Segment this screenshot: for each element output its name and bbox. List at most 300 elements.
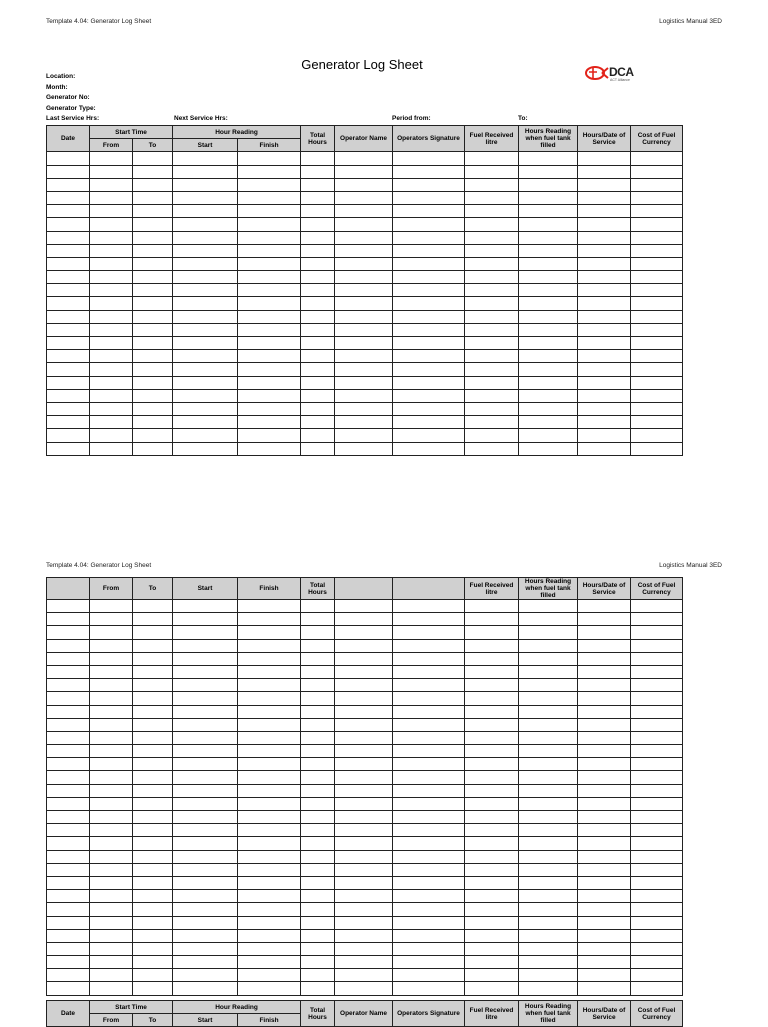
log-cell[interactable] [173, 178, 238, 191]
log-cell[interactable] [90, 771, 133, 784]
log-cell[interactable] [238, 271, 301, 284]
log-cell[interactable] [465, 705, 519, 718]
log-cell[interactable] [335, 231, 393, 244]
log-cell[interactable] [578, 231, 631, 244]
log-cell[interactable] [393, 811, 465, 824]
log-cell[interactable] [133, 797, 173, 810]
log-cell[interactable] [47, 982, 90, 995]
log-cell[interactable] [519, 389, 578, 402]
log-cell[interactable] [578, 758, 631, 771]
log-cell[interactable] [301, 863, 335, 876]
log-cell[interactable] [519, 797, 578, 810]
log-cell[interactable] [393, 745, 465, 758]
log-cell[interactable] [578, 824, 631, 837]
log-cell[interactable] [90, 956, 133, 969]
log-cell[interactable] [465, 745, 519, 758]
log-cell[interactable] [301, 257, 335, 270]
log-cell[interactable] [578, 956, 631, 969]
log-cell[interactable] [631, 600, 683, 613]
log-cell[interactable] [301, 244, 335, 257]
log-cell[interactable] [335, 758, 393, 771]
log-cell[interactable] [519, 731, 578, 744]
log-cell[interactable] [578, 982, 631, 995]
log-cell[interactable] [519, 745, 578, 758]
log-cell[interactable] [335, 310, 393, 323]
log-cell[interactable] [238, 244, 301, 257]
log-cell[interactable] [47, 389, 90, 402]
log-cell[interactable] [519, 652, 578, 665]
log-cell[interactable] [173, 982, 238, 995]
log-cell[interactable] [519, 890, 578, 903]
log-cell[interactable] [173, 758, 238, 771]
log-cell[interactable] [47, 284, 90, 297]
log-cell[interactable] [631, 771, 683, 784]
log-cell[interactable] [335, 784, 393, 797]
log-cell[interactable] [173, 600, 238, 613]
log-cell[interactable] [133, 323, 173, 336]
log-cell[interactable] [631, 665, 683, 678]
log-cell[interactable] [465, 718, 519, 731]
log-cell[interactable] [335, 982, 393, 995]
log-cell[interactable] [631, 863, 683, 876]
log-cell[interactable] [133, 257, 173, 270]
log-cell[interactable] [393, 771, 465, 784]
log-cell[interactable] [631, 165, 683, 178]
log-cell[interactable] [335, 639, 393, 652]
log-cell[interactable] [173, 389, 238, 402]
log-cell[interactable] [238, 218, 301, 231]
log-cell[interactable] [631, 916, 683, 929]
log-cell[interactable] [393, 679, 465, 692]
log-cell[interactable] [133, 402, 173, 415]
log-cell[interactable] [519, 271, 578, 284]
log-cell[interactable] [393, 297, 465, 310]
log-cell[interactable] [578, 600, 631, 613]
log-cell[interactable] [133, 626, 173, 639]
log-cell[interactable] [335, 284, 393, 297]
log-cell[interactable] [173, 337, 238, 350]
log-cell[interactable] [238, 600, 301, 613]
log-cell[interactable] [465, 376, 519, 389]
log-cell[interactable] [238, 363, 301, 376]
log-cell[interactable] [578, 284, 631, 297]
log-cell[interactable] [519, 442, 578, 455]
log-cell[interactable] [631, 152, 683, 165]
log-cell[interactable] [465, 758, 519, 771]
log-cell[interactable] [47, 363, 90, 376]
log-cell[interactable] [173, 811, 238, 824]
log-cell[interactable] [393, 284, 465, 297]
log-cell[interactable] [301, 271, 335, 284]
log-cell[interactable] [301, 639, 335, 652]
log-cell[interactable] [578, 350, 631, 363]
log-cell[interactable] [301, 402, 335, 415]
log-cell[interactable] [393, 271, 465, 284]
log-cell[interactable] [47, 310, 90, 323]
log-cell[interactable] [393, 797, 465, 810]
log-cell[interactable] [335, 692, 393, 705]
log-cell[interactable] [238, 626, 301, 639]
log-cell[interactable] [301, 929, 335, 942]
log-cell[interactable] [631, 363, 683, 376]
log-cell[interactable] [631, 231, 683, 244]
log-cell[interactable] [631, 811, 683, 824]
log-cell[interactable] [47, 205, 90, 218]
log-cell[interactable] [90, 613, 133, 626]
log-cell[interactable] [578, 639, 631, 652]
log-cell[interactable] [465, 323, 519, 336]
log-cell[interactable] [173, 784, 238, 797]
log-cell[interactable] [335, 929, 393, 942]
log-cell[interactable] [133, 679, 173, 692]
log-cell[interactable] [238, 429, 301, 442]
log-cell[interactable] [238, 903, 301, 916]
log-cell[interactable] [47, 152, 90, 165]
log-cell[interactable] [301, 784, 335, 797]
log-cell[interactable] [90, 363, 133, 376]
log-cell[interactable] [173, 916, 238, 929]
log-cell[interactable] [519, 705, 578, 718]
log-cell[interactable] [301, 824, 335, 837]
log-cell[interactable] [578, 850, 631, 863]
log-cell[interactable] [393, 929, 465, 942]
log-cell[interactable] [335, 876, 393, 889]
log-cell[interactable] [335, 745, 393, 758]
log-cell[interactable] [301, 429, 335, 442]
log-cell[interactable] [133, 903, 173, 916]
log-cell[interactable] [631, 982, 683, 995]
log-cell[interactable] [90, 165, 133, 178]
log-cell[interactable] [238, 152, 301, 165]
log-cell[interactable] [465, 152, 519, 165]
log-cell[interactable] [519, 784, 578, 797]
log-cell[interactable] [393, 692, 465, 705]
log-cell[interactable] [133, 718, 173, 731]
log-cell[interactable] [519, 323, 578, 336]
log-cell[interactable] [301, 850, 335, 863]
log-cell[interactable] [631, 297, 683, 310]
log-cell[interactable] [578, 929, 631, 942]
log-cell[interactable] [465, 639, 519, 652]
log-cell[interactable] [578, 876, 631, 889]
log-cell[interactable] [631, 797, 683, 810]
log-cell[interactable] [335, 271, 393, 284]
log-cell[interactable] [90, 389, 133, 402]
log-cell[interactable] [301, 613, 335, 626]
log-cell[interactable] [631, 784, 683, 797]
log-cell[interactable] [47, 639, 90, 652]
log-cell[interactable] [238, 692, 301, 705]
log-cell[interactable] [519, 863, 578, 876]
log-cell[interactable] [465, 389, 519, 402]
log-cell[interactable] [238, 718, 301, 731]
log-cell[interactable] [578, 784, 631, 797]
log-cell[interactable] [133, 942, 173, 955]
log-cell[interactable] [133, 350, 173, 363]
log-cell[interactable] [631, 850, 683, 863]
log-cell[interactable] [519, 758, 578, 771]
log-cell[interactable] [301, 363, 335, 376]
log-cell[interactable] [47, 231, 90, 244]
log-cell[interactable] [90, 244, 133, 257]
log-cell[interactable] [631, 731, 683, 744]
log-cell[interactable] [519, 626, 578, 639]
log-cell[interactable] [578, 837, 631, 850]
log-cell[interactable] [47, 731, 90, 744]
log-cell[interactable] [335, 416, 393, 429]
log-cell[interactable] [238, 890, 301, 903]
log-cell[interactable] [238, 284, 301, 297]
log-cell[interactable] [393, 626, 465, 639]
log-cell[interactable] [301, 942, 335, 955]
log-cell[interactable] [47, 350, 90, 363]
log-cell[interactable] [465, 890, 519, 903]
log-cell[interactable] [393, 665, 465, 678]
log-cell[interactable] [90, 271, 133, 284]
log-cell[interactable] [238, 323, 301, 336]
log-cell[interactable] [519, 876, 578, 889]
log-cell[interactable] [393, 652, 465, 665]
log-cell[interactable] [578, 442, 631, 455]
log-cell[interactable] [133, 758, 173, 771]
log-cell[interactable] [47, 771, 90, 784]
log-cell[interactable] [90, 600, 133, 613]
log-cell[interactable] [631, 337, 683, 350]
log-cell[interactable] [519, 165, 578, 178]
log-cell[interactable] [519, 811, 578, 824]
log-cell[interactable] [465, 218, 519, 231]
log-cell[interactable] [47, 297, 90, 310]
log-cell[interactable] [465, 982, 519, 995]
log-cell[interactable] [301, 376, 335, 389]
log-cell[interactable] [393, 257, 465, 270]
log-cell[interactable] [133, 982, 173, 995]
log-cell[interactable] [238, 310, 301, 323]
log-cell[interactable] [133, 271, 173, 284]
log-cell[interactable] [173, 942, 238, 955]
log-cell[interactable] [133, 969, 173, 982]
log-cell[interactable] [90, 850, 133, 863]
log-cell[interactable] [90, 692, 133, 705]
log-cell[interactable] [335, 771, 393, 784]
log-cell[interactable] [519, 244, 578, 257]
log-cell[interactable] [631, 876, 683, 889]
log-cell[interactable] [465, 402, 519, 415]
log-cell[interactable] [519, 613, 578, 626]
log-cell[interactable] [519, 824, 578, 837]
log-cell[interactable] [133, 890, 173, 903]
log-cell[interactable] [465, 429, 519, 442]
log-cell[interactable] [393, 731, 465, 744]
log-cell[interactable] [631, 205, 683, 218]
log-cell[interactable] [519, 903, 578, 916]
log-cell[interactable] [465, 337, 519, 350]
log-cell[interactable] [335, 850, 393, 863]
log-cell[interactable] [133, 665, 173, 678]
log-cell[interactable] [465, 692, 519, 705]
log-cell[interactable] [519, 929, 578, 942]
log-cell[interactable] [393, 429, 465, 442]
log-cell[interactable] [238, 745, 301, 758]
log-cell[interactable] [90, 442, 133, 455]
log-cell[interactable] [133, 244, 173, 257]
log-cell[interactable] [519, 692, 578, 705]
log-cell[interactable] [47, 613, 90, 626]
log-cell[interactable] [173, 152, 238, 165]
log-cell[interactable] [631, 652, 683, 665]
log-cell[interactable] [173, 665, 238, 678]
log-cell[interactable] [47, 929, 90, 942]
log-cell[interactable] [173, 429, 238, 442]
log-cell[interactable] [335, 244, 393, 257]
log-cell[interactable] [301, 626, 335, 639]
log-cell[interactable] [335, 191, 393, 204]
log-cell[interactable] [47, 692, 90, 705]
log-cell[interactable] [631, 837, 683, 850]
log-cell[interactable] [90, 745, 133, 758]
log-cell[interactable] [335, 350, 393, 363]
log-cell[interactable] [90, 758, 133, 771]
log-cell[interactable] [301, 191, 335, 204]
log-cell[interactable] [393, 178, 465, 191]
log-cell[interactable] [47, 402, 90, 415]
log-cell[interactable] [335, 837, 393, 850]
log-cell[interactable] [519, 257, 578, 270]
log-cell[interactable] [465, 178, 519, 191]
log-cell[interactable] [519, 679, 578, 692]
log-cell[interactable] [631, 613, 683, 626]
log-cell[interactable] [238, 811, 301, 824]
log-cell[interactable] [578, 942, 631, 955]
log-cell[interactable] [238, 389, 301, 402]
log-cell[interactable] [238, 665, 301, 678]
log-cell[interactable] [519, 191, 578, 204]
log-cell[interactable] [47, 956, 90, 969]
log-cell[interactable] [90, 639, 133, 652]
log-cell[interactable] [465, 363, 519, 376]
log-cell[interactable] [578, 969, 631, 982]
log-cell[interactable] [301, 389, 335, 402]
log-cell[interactable] [301, 771, 335, 784]
log-cell[interactable] [47, 600, 90, 613]
log-cell[interactable] [335, 297, 393, 310]
log-cell[interactable] [47, 429, 90, 442]
log-cell[interactable] [465, 205, 519, 218]
log-cell[interactable] [133, 376, 173, 389]
log-cell[interactable] [465, 942, 519, 955]
log-cell[interactable] [133, 442, 173, 455]
log-cell[interactable] [519, 771, 578, 784]
log-cell[interactable] [519, 350, 578, 363]
log-cell[interactable] [238, 876, 301, 889]
log-cell[interactable] [631, 942, 683, 955]
log-cell[interactable] [465, 626, 519, 639]
log-cell[interactable] [465, 350, 519, 363]
log-cell[interactable] [90, 890, 133, 903]
log-cell[interactable] [519, 152, 578, 165]
log-cell[interactable] [335, 916, 393, 929]
log-cell[interactable] [238, 758, 301, 771]
log-cell[interactable] [465, 231, 519, 244]
log-cell[interactable] [465, 310, 519, 323]
log-cell[interactable] [238, 824, 301, 837]
log-cell[interactable] [173, 863, 238, 876]
log-cell[interactable] [578, 916, 631, 929]
log-cell[interactable] [393, 916, 465, 929]
log-cell[interactable] [173, 626, 238, 639]
log-cell[interactable] [173, 442, 238, 455]
log-cell[interactable] [519, 205, 578, 218]
log-cell[interactable] [335, 956, 393, 969]
log-cell[interactable] [335, 600, 393, 613]
log-cell[interactable] [133, 811, 173, 824]
log-cell[interactable] [631, 639, 683, 652]
log-cell[interactable] [133, 218, 173, 231]
log-cell[interactable] [465, 956, 519, 969]
log-cell[interactable] [90, 191, 133, 204]
log-cell[interactable] [465, 824, 519, 837]
log-cell[interactable] [133, 705, 173, 718]
log-cell[interactable] [465, 863, 519, 876]
log-cell[interactable] [465, 811, 519, 824]
log-cell[interactable] [238, 639, 301, 652]
log-cell[interactable] [133, 205, 173, 218]
log-cell[interactable] [133, 956, 173, 969]
log-cell[interactable] [335, 705, 393, 718]
log-cell[interactable] [47, 271, 90, 284]
log-cell[interactable] [173, 271, 238, 284]
log-cell[interactable] [47, 850, 90, 863]
log-cell[interactable] [90, 903, 133, 916]
log-cell[interactable] [465, 969, 519, 982]
log-cell[interactable] [173, 231, 238, 244]
log-cell[interactable] [301, 811, 335, 824]
log-cell[interactable] [631, 323, 683, 336]
log-cell[interactable] [465, 903, 519, 916]
log-cell[interactable] [90, 337, 133, 350]
log-cell[interactable] [578, 323, 631, 336]
log-cell[interactable] [173, 692, 238, 705]
log-cell[interactable] [90, 718, 133, 731]
log-cell[interactable] [173, 205, 238, 218]
log-cell[interactable] [238, 297, 301, 310]
log-cell[interactable] [578, 402, 631, 415]
log-cell[interactable] [465, 271, 519, 284]
log-cell[interactable] [301, 310, 335, 323]
log-cell[interactable] [301, 600, 335, 613]
log-cell[interactable] [238, 863, 301, 876]
log-cell[interactable] [47, 745, 90, 758]
log-cell[interactable] [173, 903, 238, 916]
log-cell[interactable] [90, 152, 133, 165]
log-cell[interactable] [631, 956, 683, 969]
log-cell[interactable] [301, 218, 335, 231]
log-cell[interactable] [301, 956, 335, 969]
log-cell[interactable] [173, 376, 238, 389]
log-cell[interactable] [133, 284, 173, 297]
log-cell[interactable] [47, 442, 90, 455]
log-cell[interactable] [335, 323, 393, 336]
log-cell[interactable] [90, 929, 133, 942]
log-cell[interactable] [631, 824, 683, 837]
log-cell[interactable] [133, 600, 173, 613]
log-cell[interactable] [519, 416, 578, 429]
log-cell[interactable] [238, 402, 301, 415]
log-cell[interactable] [238, 942, 301, 955]
log-cell[interactable] [173, 613, 238, 626]
log-cell[interactable] [47, 784, 90, 797]
log-cell[interactable] [393, 903, 465, 916]
